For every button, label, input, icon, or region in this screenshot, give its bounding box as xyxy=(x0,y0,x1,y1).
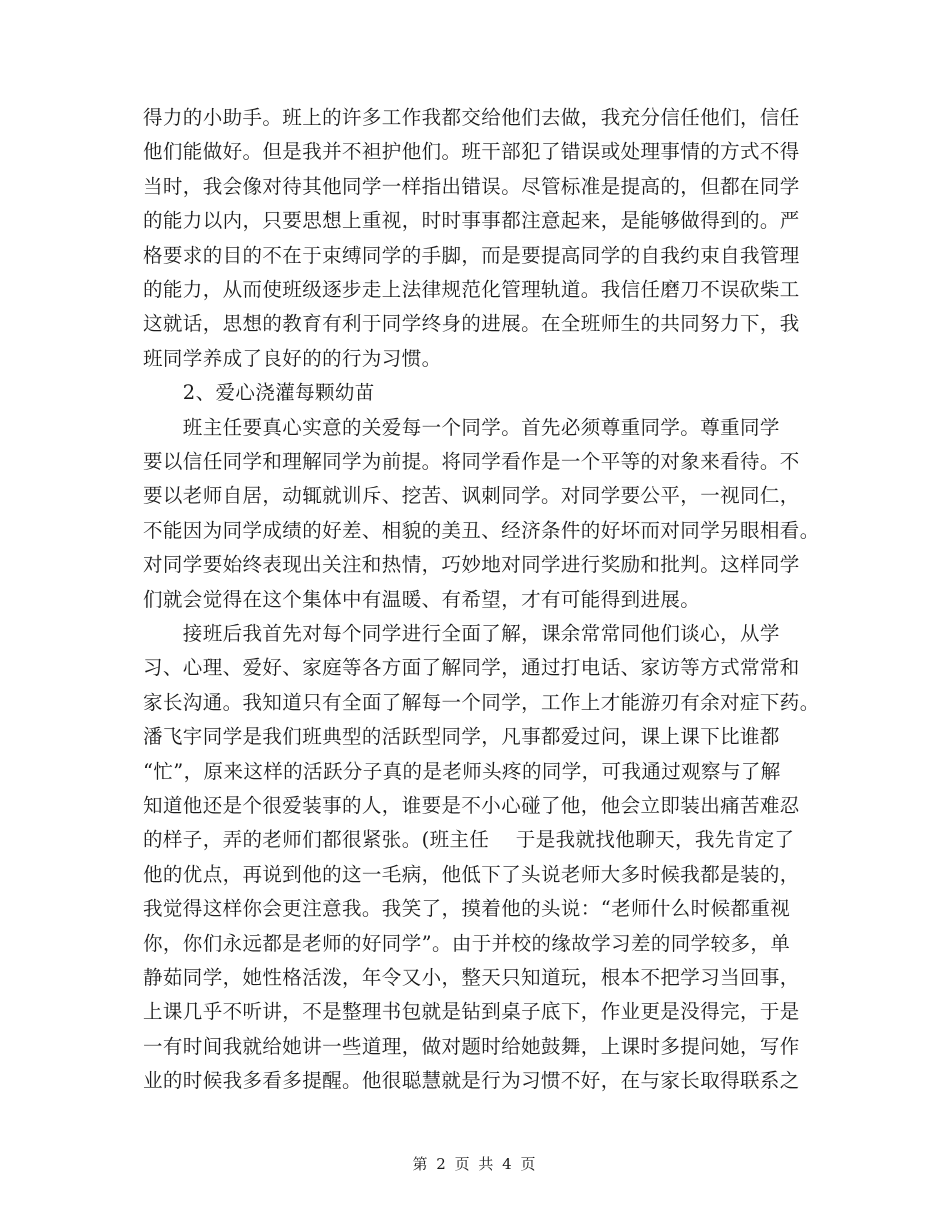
text-line: 的能力以内，只要思想上重视，时时事事都注意起来，是能够做得到的。严 xyxy=(143,209,800,233)
text-line: 上课几乎不听讲，不是整理书包就是钻到桌子底下，作业更是没得完，于是 xyxy=(143,1000,800,1024)
text-line: 接班后我首先对每个同学进行全面了解，课余常常同他们谈心，从学 xyxy=(143,622,780,645)
text-line: 得力的小助手。班上的许多工作我都交给他们去做，我充分信任他们，信任 xyxy=(143,106,800,129)
text-line: 的样子，弄的老师们都很紧张。(班主任 于是我就找他聊天，我先肯定了 xyxy=(143,828,795,852)
text-line: 要以信任同学和理解同学为前提。将同学看作是一个平等的对象来看待。不 xyxy=(143,450,800,473)
text-line: 们就会觉得在这个集体中有温暖、有希望，才有可能得到进展。 xyxy=(143,587,701,611)
text-line: 对同学要始终表现出关注和热情，巧妙地对同学进行奖励和批判。这样同学 xyxy=(143,553,800,577)
text-line: 知道他还是个很爱装事的人，谁要是不小心碰了他，他会立即装出痛苦难忍 xyxy=(143,794,800,817)
page-footer: 第 2 页 共 4 页 xyxy=(412,1155,538,1173)
text-line: 当时，我会像对待其他同学一样指出错误。尽管标准是提高的，但都在同学 xyxy=(143,174,800,198)
text-line: 班同学养成了良好的的行为习惯。 xyxy=(143,346,442,370)
text-line: “忙”，原来这样的活跃分子真的是老师头疼的同学，可我通过观察与了解 xyxy=(143,759,781,783)
text-line: 不能因为同学成绩的好差、相貌的美丑、经济条件的好坏而对同学另眼相看。 xyxy=(143,518,820,542)
text-line: 家长沟通。我知道只有全面了解每一个同学，工作上才能游刃有余对症下药。 xyxy=(143,690,820,714)
text-line: 的能力，从而使班级逐步走上法律规范化管理轨道。我信任磨刀不误砍柴工 xyxy=(143,278,800,301)
text-line: 你，你们永远都是老师的好同学”。由于并校的缘故学习差的同学较多，单 xyxy=(143,931,791,955)
text-line: 这就话，思想的教育有利于同学终身的进展。在全班师生的共同努力下，我 xyxy=(143,312,800,336)
text-line: 要以老师自居，动辄就训斥、挖苦、讽刺同学。对同学要公平，一视同仁， xyxy=(143,484,800,508)
text-line: 2、爱心浇灌每颗幼苗 xyxy=(143,381,375,405)
text-line: 我觉得这样你会更注意我。我笑了，摸着他的头说：“老师什么时候都重视 xyxy=(143,897,791,921)
text-line: 一有时间我就给她讲一些道理，做对题时给她鼓舞，上课时多提问她，写作 xyxy=(143,1034,800,1058)
text-line: 格要求的目的不在于束缚同学的手脚，而是要提高同学的自我约束自我管理 xyxy=(143,243,800,267)
text-line: 他的优点，再说到他的这一毛病，他低下了头说老师大多时候我都是装的， xyxy=(143,862,800,886)
text-line: 潘飞宇同学是我们班典型的活跃型同学，凡事都爱过问，课上课下比谁都 xyxy=(143,725,780,749)
text-line: 静茹同学，她性格活泼，年令又小，整天只知道玩，根本不把学习当回事， xyxy=(143,966,800,989)
text-line: 班主任要真心实意的关爱每一个同学。首先必须尊重同学。尊重同学 xyxy=(143,415,780,439)
text-line: 他们能做好。但是我并不袒护他们。班干部犯了错误或处理事情的方式不得 xyxy=(143,140,800,164)
text-line: 业的时候我多看多提醒。他很聪慧就是行为习惯不好，在与家长取得联系之 xyxy=(143,1069,800,1093)
text-line: 习、心理、爱好、家庭等各方面了解同学，通过打电话、家访等方式常常和 xyxy=(143,656,800,680)
